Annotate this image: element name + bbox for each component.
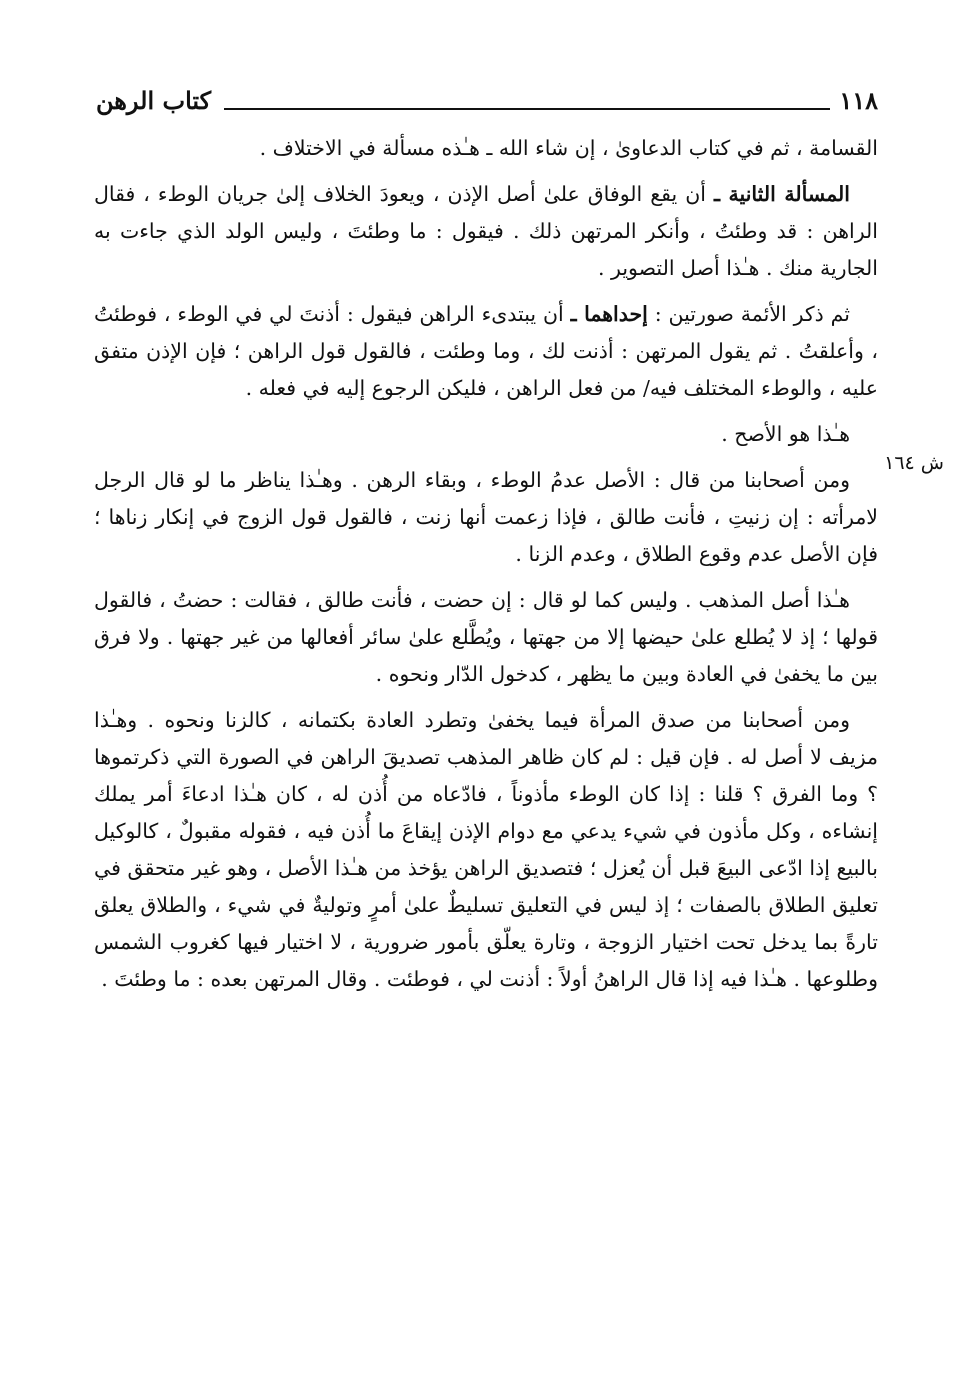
paragraph <box>94 462 878 573</box>
section-heading: المسألة الثانية ـ <box>713 182 850 206</box>
paragraph-text: أن يقع الوفاق علىٰ أصل الإذن ، ويعودَ الخلاف إلىٰ جريان الوطء ، فقال الراهن : قد وطئتُ ، وأنكر المرتهن ذلك . فيقول : ما وطئتَ ، وليس الولد الذي جاءت به الجارية منك . هـٰذا أصل التصوير . <box>94 182 878 280</box>
paragraph <box>94 582 878 693</box>
paragraph-text: ومن أصحابنا من صدق المرأة فيما يخفىٰ وتطرد العادة بكتمانه ، كالزنا ونحوه . وهـٰذا مزيف لا أصل له . فإن قيل : لم كان ظاهر المذهب تصديقَ الراهن في الصورة التي ذكرتموها ؟ وما الفرق ؟ قلنا : إذا كان الوطء مأذوناً ، فادّعاه من أُذن له ، كان هـٰذا ادعاءَ أمر يملك إنشاءه ، وكل مأذون في شيء يدعي مع دوام الإذن إيقاعَ ما أُذن فيه ، فقوله مقبولٌ ، كالوكيل بالبيع إذا ادّعى البيعَ قبل أن يُعزل ؛ فتصديق الراهن يؤخذ من هـٰذا الأصل ، وهو غير متحقق في تعليق الطلاق بالصفات ؛ إذ ليس في التعليق تسليطٌ علىٰ أمرٍ وتوليةٌ في شيء ، والطلاق يعلق تارةً بما يدخل تحت اختيار الزوجة ، وتارة يعلّق بأمور ضرورية ، لا اختيار فيها كغروب الشمس وطلوعها . هـٰذا فيه إذا قال الراهنُ أولاً : أذنت لي ، فوطئت . وقال المرتهن بعده : ما وطئتَ . <box>94 708 878 991</box>
paragraph-text: ومن أصحابنا من قال : الأصل عدمُ الوطء ، وبقاء الرهن . وهـٰذا يناظر ما لو قال الرجل لامرأته : إن زنيتِ ، فأنت طالق ، فإذا زعمت أنها زنت ، فالقول قول الزوج في إنكار زناها ؛ فإن الأصل عدم وقوع الطلاق ، وعدم الزنا . <box>94 468 878 566</box>
header-rule <box>224 108 830 110</box>
paragraph-text: هـٰذا أصل المذهب . وليس كما لو قال : إن حضت ، فأنت طالق ، فقالت : حضتُ ، فالقول قولها ؛ إذ لا يُطلع علىٰ حيضها إلا من جهتها ، ويُطَّلع علىٰ سائر أفعالها من غير جهتها . ولا فرق بين ما يخفىٰ في العادة وبين ما يظهر ، كدخول الدّار ونحوه . <box>94 588 878 686</box>
margin-folio-note: ش ١٦٤ <box>884 452 944 474</box>
paragraph-text: أن يبتدىء الراهن فيقول : أذنتَ لي في الوطء ، فوطئتُ ، وأعلقتُ . ثم يقول المرتهن : أذنت لك ، وما وطئت ، فالقول قول الراهن ؛ فإن الإذن متفق عليه ، والوطء المختلف فيه/ من فعل الراهن ، فليكن الرجوع إليه في فعله . <box>94 302 878 400</box>
paragraph <box>94 130 878 167</box>
section-heading: إحداهما ـ <box>570 302 648 326</box>
paragraph <box>94 702 878 998</box>
paragraph-text: ثم ذكر الأئمة صورتين : <box>647 302 850 326</box>
paragraph <box>94 176 878 287</box>
body-text <box>94 130 878 1007</box>
paragraph <box>94 296 878 407</box>
paragraph-text: هـٰذا هو الأصح . <box>721 422 850 446</box>
running-title: كتاب الرهن <box>96 86 212 115</box>
paragraph <box>94 416 878 453</box>
page-number: ١١٨ <box>839 86 878 115</box>
page-header <box>96 86 878 122</box>
paragraph-text: القسامة ، ثم في كتاب الدعاوىٰ ، إن شاء الله ـ هـٰذه مسألة في الاختلاف . <box>259 136 878 160</box>
